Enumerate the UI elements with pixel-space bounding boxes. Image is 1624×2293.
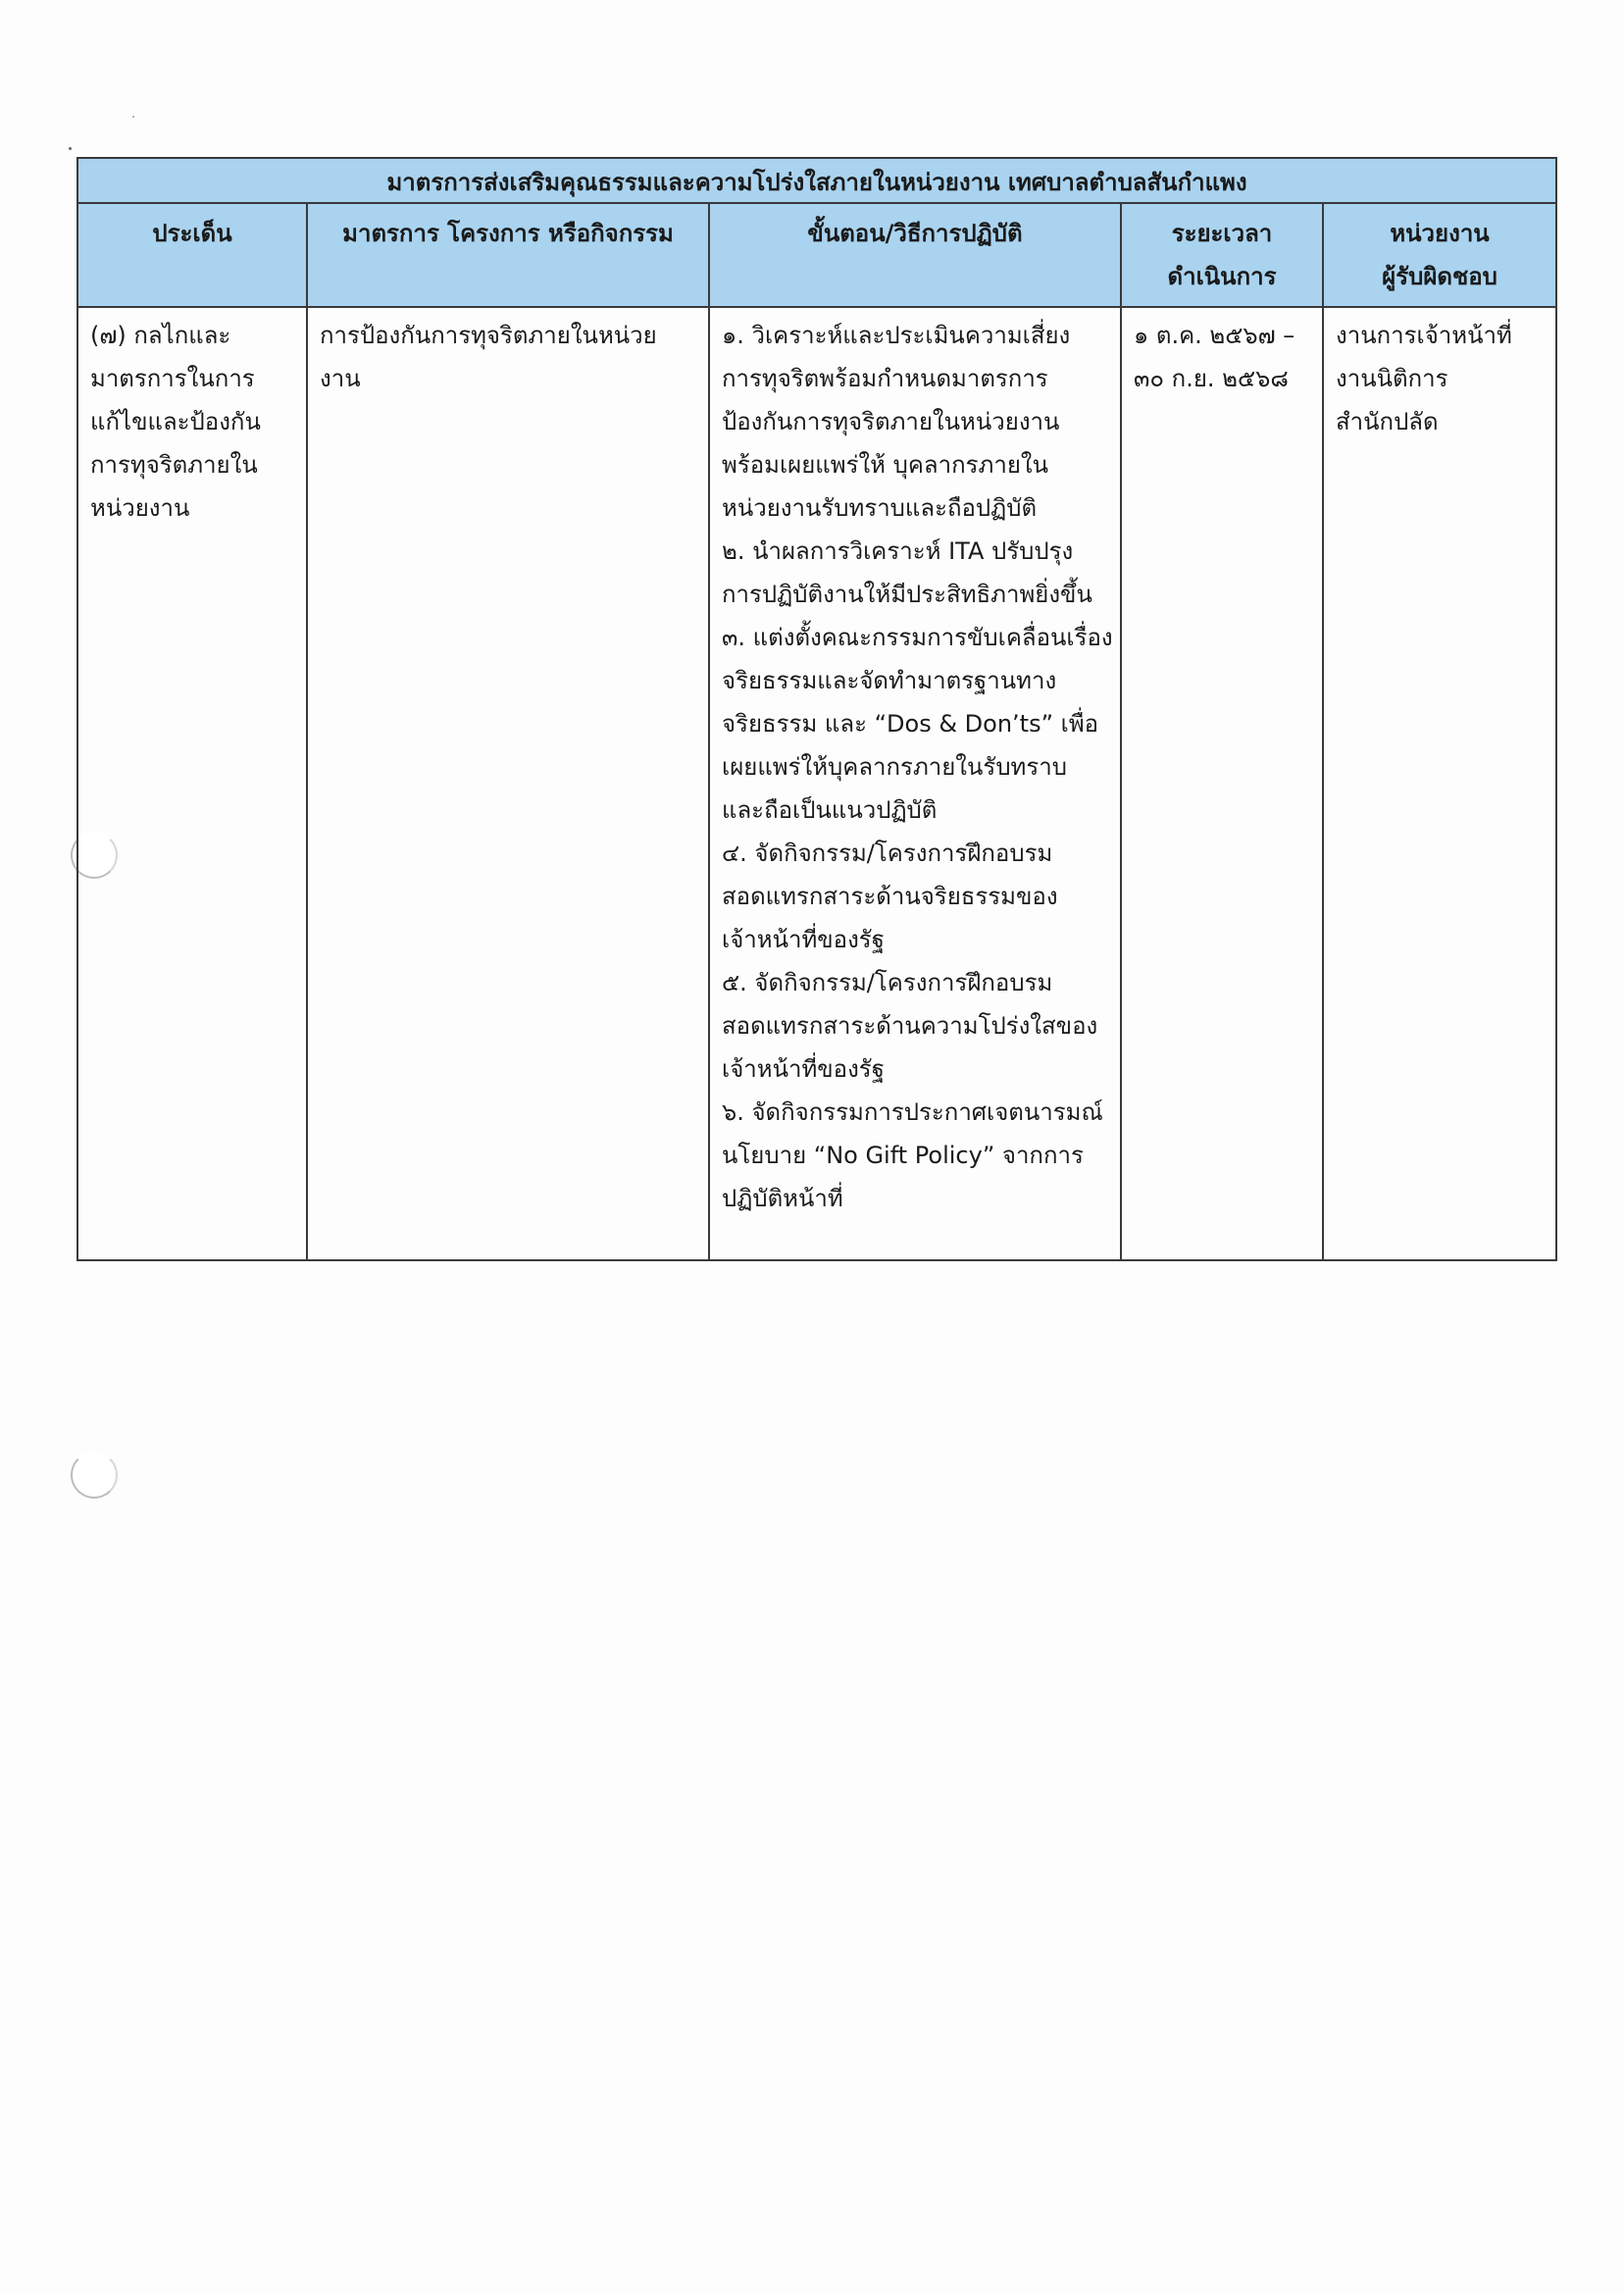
- step-line: พร้อมเผยแพร่ให้ บุคลากรภายใน: [722, 451, 1048, 479]
- issue-line: (๗) กลไกและ: [90, 322, 231, 349]
- step-line: การปฏิบัติงานให้มีประสิทธิภาพยิ่งขึ้น: [722, 581, 1092, 608]
- step-line: จริยธรรมและจัดทำมาตรฐานทาง: [722, 667, 1057, 694]
- step-line: จริยธรรม และ “Dos & Don’ts” เพื่อ: [722, 710, 1099, 738]
- table-title-row: [77, 158, 1556, 203]
- header-measure: มาตรการ โครงการ หรือกิจกรรม: [307, 203, 709, 307]
- issue-line: มาตรการในการ: [90, 365, 255, 392]
- cell-measure: [307, 307, 709, 1260]
- step-line: เจ้าหน้าที่ของรัฐ: [722, 1055, 885, 1083]
- step-line: เผยแพร่ให้บุคลากรภายในรับทราบ: [722, 753, 1067, 781]
- issue-line: หน่วยงาน: [90, 494, 190, 522]
- period-text: [1134, 314, 1310, 400]
- steps-text: [722, 314, 1113, 1220]
- cell-period: [1121, 307, 1323, 1260]
- step-line: ๕. จัดกิจกรรม/โครงการฝึกอบรม: [722, 969, 1053, 996]
- header-issue: ประเด็น: [77, 203, 307, 307]
- step-line: ๓. แต่งตั้งคณะกรรมการขับเคลื่อนเรื่อง: [722, 624, 1113, 651]
- period-line: ๑ ต.ค. ๒๕๖๗ –: [1134, 322, 1295, 349]
- step-line: หน่วยงานรับทราบและถือปฏิบัติ: [722, 494, 1038, 522]
- step-line: ๑. วิเคราะห์และประเมินความเสี่ยง: [722, 322, 1071, 349]
- scan-speck: [69, 147, 72, 150]
- unit-line: สำนักปลัด: [1336, 408, 1439, 435]
- cell-steps: [709, 307, 1121, 1260]
- table-row: [77, 307, 1556, 1260]
- table-header-row: [77, 203, 1556, 307]
- period-line: ๓๐ ก.ย. ๒๕๖๘: [1134, 365, 1289, 392]
- step-line: ๒. นำผลการวิเคราะห์ ITA ปรับปรุง: [722, 537, 1074, 565]
- step-line: และถือเป็นแนวปฏิบัติ: [722, 796, 938, 824]
- issue-line: การทุจริตภายใน: [90, 451, 258, 479]
- unit-line: งานนิติการ: [1336, 365, 1448, 392]
- step-line: สอดแทรกสาระด้านความโปร่งใสของ: [722, 1012, 1098, 1040]
- step-line: นโยบาย “No Gift Policy” จากการ: [722, 1142, 1084, 1169]
- measures-table: [76, 157, 1557, 1261]
- step-line: ๔. จัดกิจกรรม/โครงการฝึกอบรม: [722, 840, 1053, 867]
- header-unit: หน่วยงาน ผู้รับผิดชอบ: [1323, 203, 1556, 307]
- cell-unit: [1323, 307, 1556, 1260]
- step-line: ป้องกันการทุจริตภายในหน่วยงาน: [722, 408, 1060, 435]
- unit-line: งานการเจ้าหน้าที่: [1336, 322, 1512, 349]
- step-line: การทุจริตพร้อมกำหนดมาตรการ: [722, 365, 1048, 392]
- unit-text: [1336, 314, 1544, 443]
- step-line: ปฏิบัติหน้าที่: [722, 1185, 843, 1212]
- punch-hole-icon: [71, 1452, 118, 1499]
- step-line: เจ้าหน้าที่ของรัฐ: [722, 926, 885, 953]
- header-steps: ขั้นตอน/วิธีการปฏิบัติ: [709, 203, 1121, 307]
- issue-text: [90, 314, 294, 530]
- step-line: สอดแทรกสาระด้านจริยธรรมของ: [722, 883, 1058, 910]
- measure-text: การป้องกันการทุจริตภายในหน่วยงาน: [320, 322, 657, 392]
- issue-line: แก้ไขและป้องกัน: [90, 408, 261, 435]
- header-period: ระยะเวลา ดำเนินการ: [1121, 203, 1323, 307]
- scan-speck: [132, 116, 134, 118]
- step-line: ๖. จัดกิจกรรมการประกาศเจตนารมณ์: [722, 1098, 1103, 1126]
- cell-issue: [77, 307, 307, 1260]
- table-title: มาตรการส่งเสริมคุณธรรมและความโปร่งใสภายในหน่วยงาน เทศบาลตำบลสันกำแพง: [77, 158, 1556, 203]
